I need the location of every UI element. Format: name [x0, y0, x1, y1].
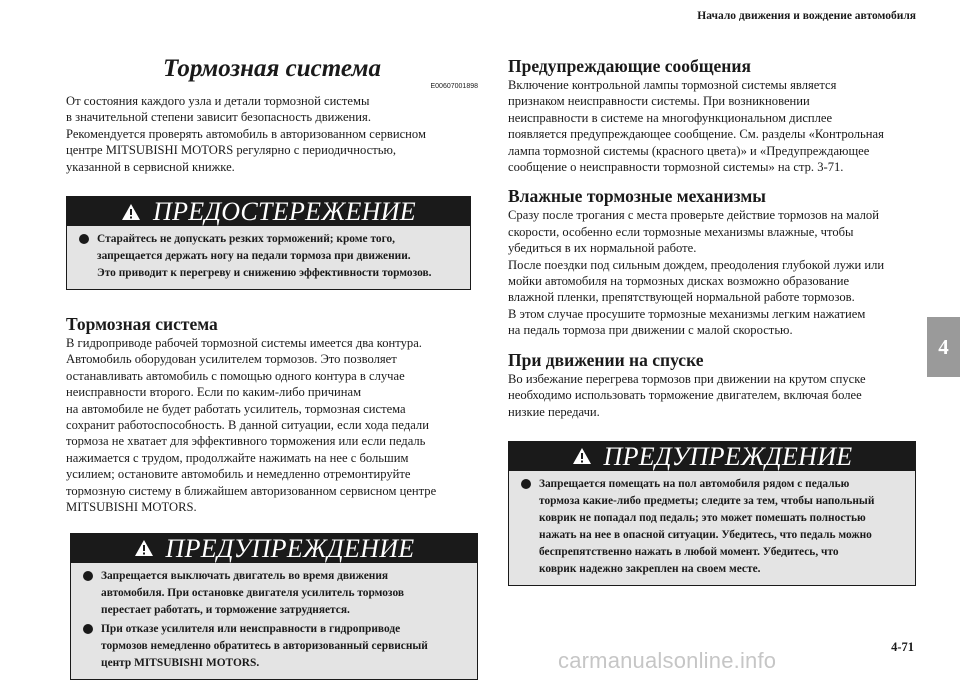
bullet-icon: [83, 571, 93, 581]
intro-paragraph: От состояния каждого узла и детали тормозной системы в значительной степени зависит безопасность движения. Рекомендуется проверять автомобиль в авторизованном сервисном центре MITSUBISHI MOTORS регулярно с периодичностью, указанной в сервисной книжке.: [66, 94, 426, 174]
warning-box-floor-mat: [508, 441, 916, 586]
warning-text: При отказе усилителя или неисправности в гидроприводе тормозов немедленно обратитесь в авторизованный сервисный центр MITSUBISHI MOTORS.: [101, 622, 428, 669]
document-code: E00607001898: [430, 83, 478, 90]
brake-system-paragraph: В гидроприводе рабочей тормозной системы имеется два контура. Автомобиль оборудован усилителем тормозов. Это позволяет останавливать автомобиль с помощью одного контура в случае неисправности второго. Если по каким-либо причинам на автомобиле не будет работать усилитель, тормозная система сохранит работоспособность. В данной ситуации, если хода педали тормоза не хватает для эффективного торможения или если педаль нажимается с трудом, продолжайте нажимать на нее с большим усилием; остановите автомобиль и немедленно отремонтируйте тормозную систему в ближайшем авторизованном сервисном центре MITSUBISHI MOTORS.: [66, 336, 437, 515]
left-column: [66, 50, 478, 680]
warning-body: [509, 471, 915, 585]
warning-triangle-icon: [121, 203, 141, 221]
warning-title: ПРЕДУПРЕЖДЕНИЕ: [165, 533, 415, 563]
downhill-paragraph: Во избежание перегрева тормозов при движении на крутом спуске необходимо использовать торможение двигателем, включая более низкие передачи.: [508, 371, 866, 419]
warning-text: Запрещается помещать на пол автомобиля рядом с педалью тормоза какие-либо предметы; следите за тем, чтобы напольный коврик не попадал под педаль; это может помешать полностью нажать на нее в опасной ситуации. Убедитесь, что педаль можно беспрепятственно нажать в любой момент. Убедитесь, что коврик надежно закреплен на своем месте.: [539, 477, 875, 575]
watermark: carmanualsonline.info: [558, 648, 777, 673]
section-title-downhill: При движении на спуске: [508, 349, 704, 370]
warning-header: [71, 534, 477, 563]
warning-body: [71, 563, 477, 679]
warning-item: [83, 621, 467, 672]
warning-text: Запрещается выключать двигатель во время движения автомобиля. При остановке двигателя усилитель тормозов перестает работать, и торможение затрудняется.: [101, 569, 405, 616]
chapter-tab[interactable]: 4: [927, 317, 960, 377]
right-column: [508, 50, 916, 586]
warning-messages-paragraph: Включение контрольной лампы тормозной системы является признаком неисправности системы. При возникновении неисправности в системе на многофункциональном дисплее появляется предупреждающее сообщение. См. разделы «Контрольная лампа тормозной системы (красного цвета)» и «Предупреждающее сообщение о неисправности тормозной системы» на стр. 3-71.: [508, 78, 884, 175]
warning-item: [83, 568, 467, 619]
section-title-warning-messages: Предупреждающие сообщения: [508, 56, 751, 76]
warning-triangle-icon: [134, 539, 154, 557]
caution-body: [67, 226, 470, 289]
section-title-wet-brakes: Влажные тормозные механизмы: [508, 186, 766, 207]
warning-header: [509, 442, 915, 471]
page-title: Тормозная система: [163, 55, 381, 82]
page-number: 4-71: [891, 640, 914, 654]
caution-box: [66, 196, 471, 290]
bullet-icon: [521, 479, 531, 489]
bullet-icon: [83, 624, 93, 634]
warning-triangle-icon: [572, 447, 592, 465]
warning-title: ПРЕДУПРЕЖДЕНИЕ: [603, 441, 853, 471]
caution-title: ПРЕДОСТЕРЕЖЕНИЕ: [153, 197, 416, 227]
caution-text: Старайтесь не допускать резких торможений; кроме того, запрещается держать ногу на педали тормоза при движении. Это приводит к перегреву и снижению эффективности тормозов.: [97, 233, 432, 280]
running-header: Начало движения и вождение автомобиля: [697, 10, 916, 22]
caution-header: [67, 197, 470, 226]
wet-brakes-paragraph: Сразу после трогания с места проверьте действие тормозов на малой скорости, особенно если тормозные механизмы влажные, чтобы убедиться в их нормальной работе. После поездки под сильным дождем, преодоления глубокой лужи или мойки автомобиля на тормозных дисках возможно образование влажной пленки, препятствующей нормальной работе тормозов. В этом случае просушите тормозные механизмы легким нажатием на педаль тормоза при движении с малой скоростью.: [508, 208, 885, 338]
bullet-icon: [79, 234, 89, 244]
caution-item: [79, 231, 460, 282]
warning-box-booster: [70, 533, 478, 680]
section-title-brake-system: Тормозная система: [66, 314, 218, 335]
warning-item: [521, 476, 905, 578]
